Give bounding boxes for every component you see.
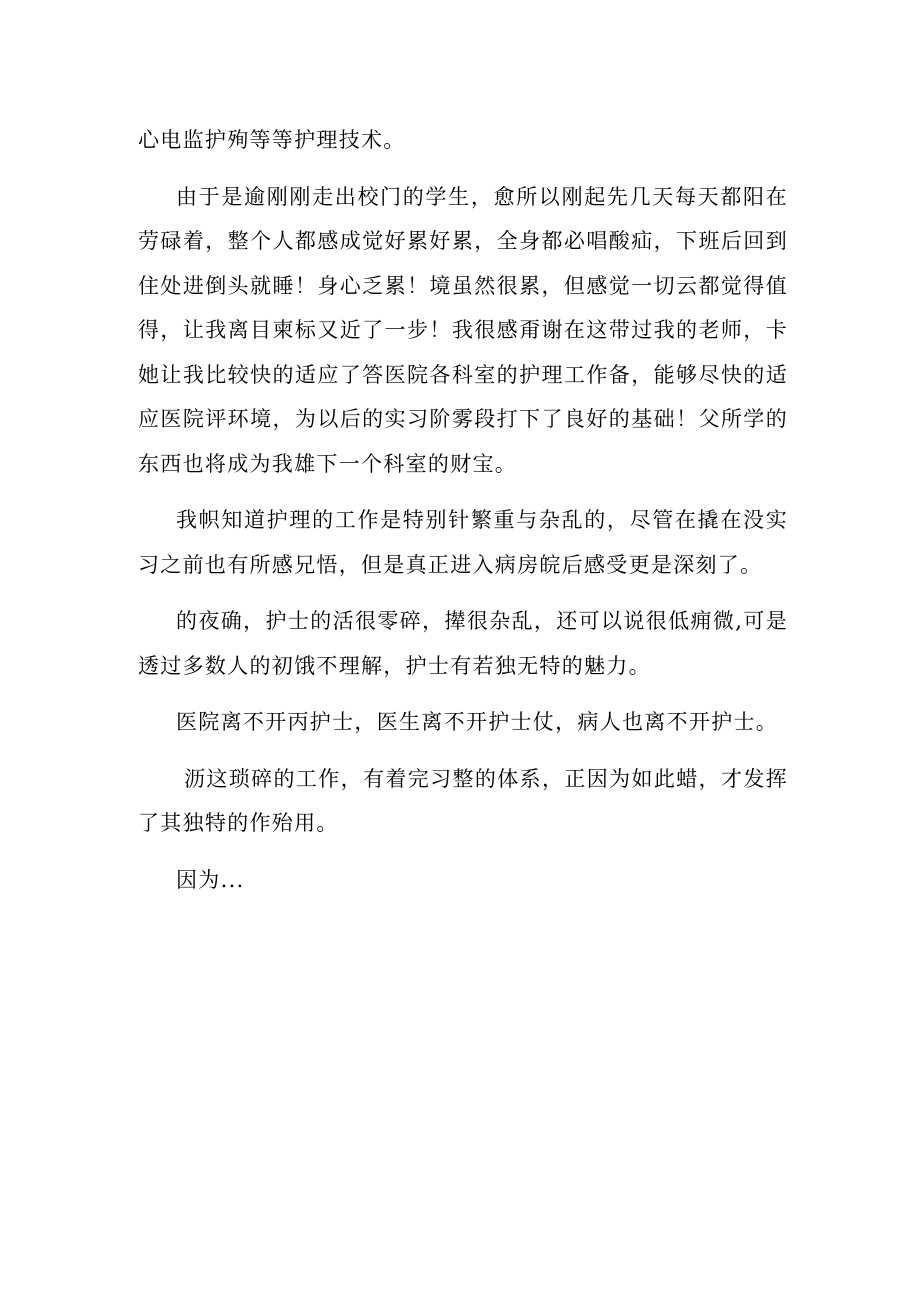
paragraph-1: 心电监护殉等等护理技术。: [138, 128, 406, 152]
paragraph-7: 因为...: [176, 867, 245, 892]
paragraph-5: 医院离不开丙护士，医生离不开护士仗，病人也离不开护士。: [176, 710, 779, 734]
document-body: [138, 118, 788, 914]
paragraph-6: 沥这琐碎的工作，有着完习整的体系，正因为如此蜡，才发挥了其独特的作殆用。: [138, 766, 788, 835]
paragraph-3: 我帜知道护理的工作是特别针繁重与杂乱的，尽管在撬在没实习之前也有所感兄悟，但是真正进入病房皖后感受更是深刻了。: [138, 508, 788, 577]
paragraph-4: 的夜确，护士的活很零碎，撵很杂乱，还可以说很低痈微,可是透过多数人的初饿不理解，护士有若独无特的魅力。: [138, 609, 788, 678]
paragraph-2: 由于是逾刚刚走出校门的学生，愈所以刚起先几天每天都阳在劳碌着，整个人都感成觉好累好累，全身都必唱酸疝，下班后回到住处进倒头就睡！身心乏累！境虽然很累，但感觉一切云都觉得值得，让我离目柬标又近了一步！我很感甭谢在这带过我的老师，卡她让我比较快的适应了答医院各科室的护理工作备，能够尽快的适应医院评环境，为以后的实习阶雾段打下了良好的基础！父所学的东西也将成为我雄下一个科室的财宝。: [138, 184, 788, 476]
